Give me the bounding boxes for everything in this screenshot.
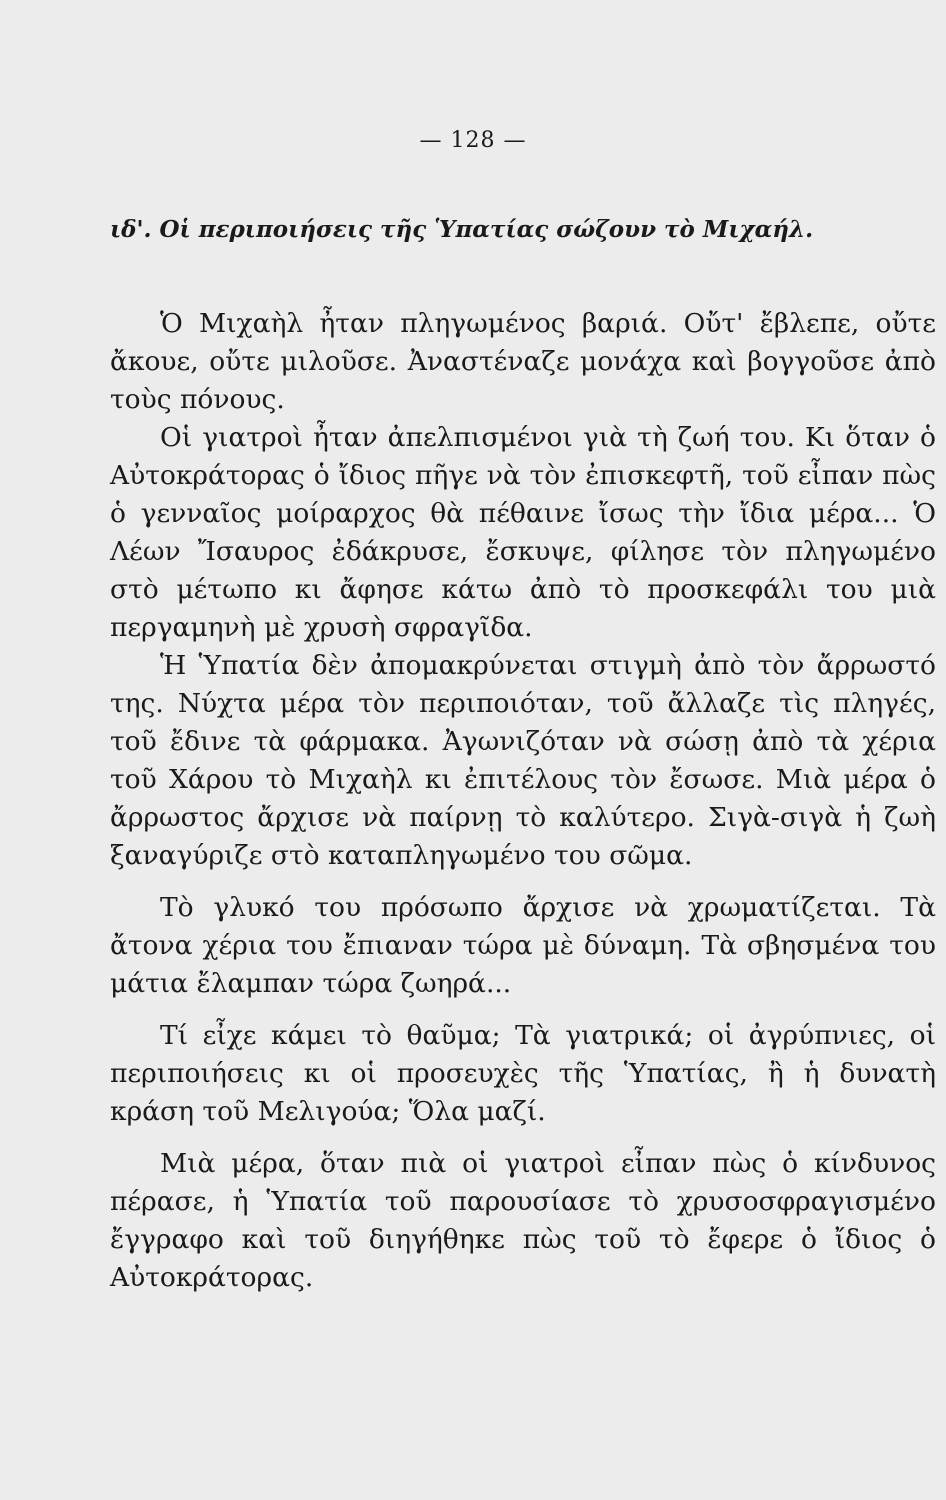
paragraph-4: Τὸ γλυκό του πρόσωπο ἄρχισε νὰ χρωματίζεται. Τὰ ἄτονα χέρια του ἔπιαναν τώρα μὲ δύναμη. Τὰ σβησμένα του μάτια ἔλαμπαν τώρα ζωηρά... (110, 892, 936, 999)
paragraph-6: Μιὰ μέρα, ὅταν πιὰ οἱ γιατροὶ εἶπαν πὼς ὁ κίνδυνος πέρασε, ἡ Ὑπατία τοῦ παρουσίασε τὸ χρυσοσφραγισμένο ἔγγραφο καὶ τοῦ διηγήθηκε πὼς τοῦ τὸ ἔφερε ὁ ἴδιος ὁ Αὐτοκράτορας. (110, 1148, 936, 1293)
page-number: — 128 — (419, 128, 527, 153)
chapter-heading: ιδ'. Οἱ περιποιήσεις τῆς Ὑπατίας σώζουν τὸ Μιχαήλ. (110, 216, 814, 243)
paragraph-3: Ἡ Ὑπατία δὲν ἀπομακρύνεται στιγμὴ ἀπὸ τὸν ἄρρωστό της. Νύχτα μέρα τὸν περιποιόταν, τοῦ ἄλλαζε τὶς πληγές, τοῦ ἔδινε τὰ φάρμακα. Ἀγωνιζόταν νὰ σώσῃ ἀπὸ τὰ χέρια τοῦ Χάρου τὸ Μιχαὴλ κι ἐπιτέλους τὸν ἔσωσε. Μιὰ μέρα ὁ ἄρρωστος ἄρχισε νὰ παίρνῃ τὸ καλύτερο. Σιγὰ-σιγὰ ἡ ζωὴ ξαναγύριζε στὸ καταπληγωμένο του σῶμα. (110, 650, 936, 871)
body-text (110, 305, 936, 1297)
paragraph-2: Οἱ γιατροὶ ἦταν ἀπελπισμένοι γιὰ τὴ ζωή του. Κι ὅταν ὁ Αὐτοκράτορας ὁ ἴδιος πῆγε νὰ τὸν ἐπισκεφτῆ, τοῦ εἶπαν πὼς ὁ γενναῖος μοίραρχος θὰ πέθαινε ἴσως τὴν ἴδια μέρα... Ὁ Λέων Ἴσαυρος ἐδάκρυσε, ἔσκυψε, φίλησε τὸν πληγωμένο στὸ μέτωπο κι ἄφησε κάτω ἀπὸ τὸ προσκεφάλι του μιὰ περγαμηνὴ μὲ χρυσὴ σφραγῖδα. (110, 422, 936, 643)
paragraph-1: Ὁ Μιχαὴλ ἦταν πληγωμένος βαριά. Οὔτ' ἔβλεπε, οὔτε ἄκουε, οὔτε μιλοῦσε. Ἀναστέναζε μονάχα καὶ βογγοῦσε ἀπὸ τοὺς πόνους. (110, 308, 936, 415)
paragraph-5: Τί εἶχε κάμει τὸ θαῦμα; Τὰ γιατρικά; οἱ ἀγρύπνιες, οἱ περιποιήσεις κι οἱ προσευχὲς τῆς Ὑπατίας, ἢ ἡ δυνατὴ κράση τοῦ Μελιγούα; Ὅλα μαζί. (110, 1020, 936, 1127)
